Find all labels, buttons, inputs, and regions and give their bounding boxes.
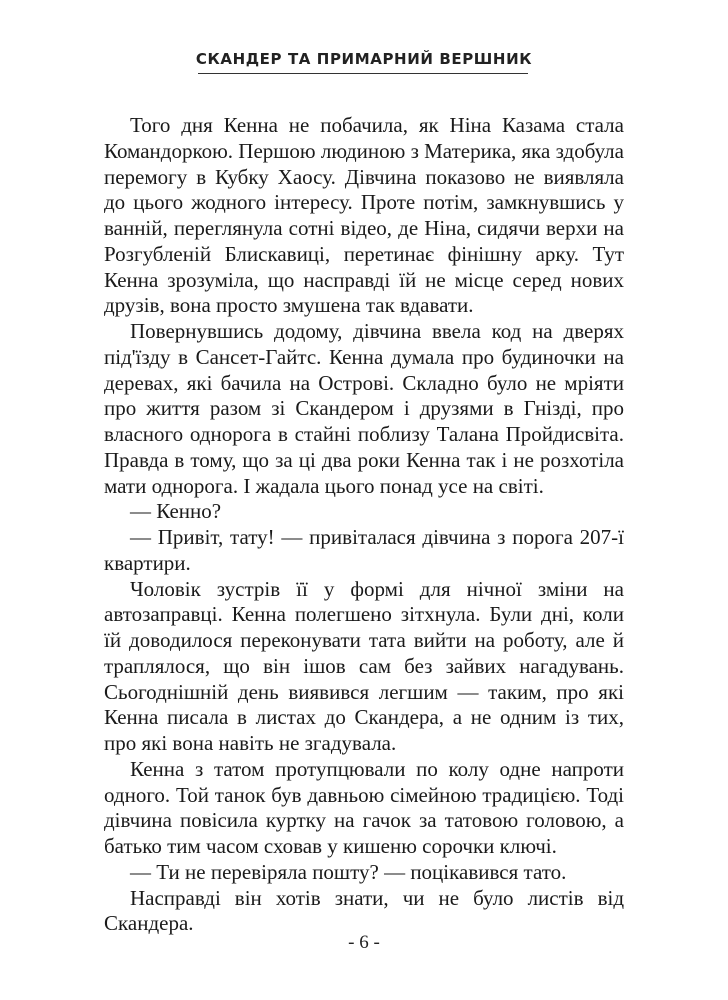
page-number: - 6 - [348, 932, 380, 953]
header-rule [198, 73, 528, 74]
dialogue-line: — Ти не перевіряла пошту? — поцікавився тато. [130, 859, 567, 884]
paragraph: Того дня Кенна не побачила, як Ніна Казама стала Командоркою. Першою людиною з Материка, яка здобула перемогу в Кубку Хаосу. Дівчина показово не виявляла до цього жодного інтересу. Проте потім, замкнувшись у ванній, переглянула сотні відео, де Ніна, сидячи верхи на Розгубленій Блискавиці, перетинає фінішну арку. Тут Кенна зрозуміла, що насправді їй не місце серед нових друзів, вона просто змушена так вдавати. [104, 113, 624, 318]
paragraph: Насправді він хотів знати, чи не було листів від Скандера. [104, 885, 624, 936]
running-header-title: СКАНДЕР ТА ПРИМАРНИЙ ВЕРШНИК [195, 50, 533, 68]
paragraph: Кенна з татом протупцювали по колу одне напроти одного. Той танок був давньою сімейною традицією. Тоді дівчина повісила куртку на гачок за татовою головою, а батько тим часом сховав у кишеню сорочки ключі. [104, 756, 624, 858]
body-text [104, 113, 624, 937]
paragraph: Повернувшись додому, дівчина ввела код на дверях під'їзду в Сансет-Гайтс. Кенна думала про будиночки на деревах, які бачила на Острові. Складно було не мріяти про життя разом зі Скандером і друзями в Гнізді, про власного однорога в стайні поблизу Талана Пройдисвіта. Правда в тому, що за ці два роки Кенна так і не розхотіла мати однорога. І жадала цього понад усе на світі. [104, 319, 624, 498]
dialogue-line: — Привіт, тату! — привіталася дівчина з порога 207-ї квартири. [104, 525, 624, 575]
dialogue-line: — Кенно? [130, 499, 222, 524]
paragraph: Чоловік зустрів її у формі для нічної зміни на автозаправці. Кенна полегшено зітхнула. Були дні, коли їй доводилося переконувати тата вийти на роботу, але й траплялося, що він ішов сам без зайвих нагадувань. Сьогоднішній день виявився легшим — таким, про які Кенна писала в листах до Скандера, а не одним із тих, про які вона навіть не згадувала. [104, 576, 624, 755]
